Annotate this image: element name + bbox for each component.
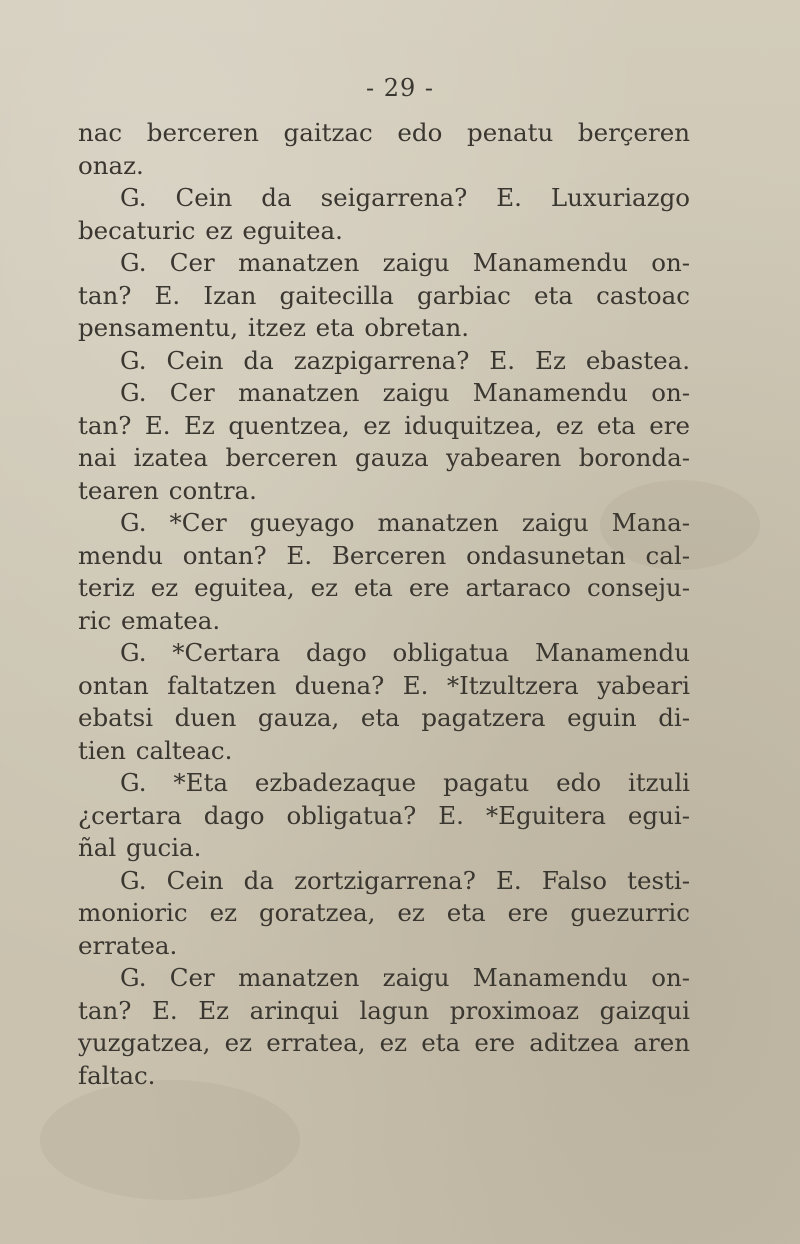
text-line: G. Cein da zazpigarrena? E. Ez ebastea. [120,345,690,375]
text-line: tien calteac. [78,735,233,765]
text-line: tan? E. Ez quentzea, ez iduquitzea, ez eta ere [78,410,690,440]
text-line: nai izatea berceren gauza yabearen boronda- [78,443,690,472]
text-line: faltac. [78,1060,156,1090]
text-line: G. *Eta ezbadezaque pagatu edo itzuli [120,768,690,797]
text-line: G. Cer manatzen zaigu Manamendu on- [120,378,690,407]
text-line: ¿certara dago obligatua? E. *Eguitera egui- [78,800,690,830]
text-line: tan? E. Izan gaitecilla garbiac eta castoac [78,280,690,310]
text-line: teriz ez eguitea, ez eta ere artaraco conseju- [78,573,690,602]
text-line: erratea. [78,930,178,960]
text-line: G. Cein da seigarrena? E. Luxuriazgo [120,183,690,212]
text-line: G. Cein da zortzigarrena? E. Falso testi- [120,865,690,895]
body-text [78,117,690,1092]
page-number: - 29 - [365,74,434,102]
paper-stain [40,1080,300,1200]
text-line: nac berceren gaitzac edo penatu berçeren [78,118,690,147]
text-line: ñal gucia. [78,833,202,862]
text-line: mendu ontan? E. Berceren ondasunetan cal- [78,540,690,570]
text-line: ontan faltatzen duena? E. *Itzultzera yabeari [78,670,690,700]
text-line: tan? E. Ez arinqui lagun proximoaz gaizqui [78,995,690,1025]
text-line: yuzgatzea, ez erratea, ez eta ere aditzea aren [78,1028,690,1057]
text-line: becaturic ez eguitea. [78,215,343,245]
text-line: G. Cer manatzen zaigu Manamendu on- [120,248,690,277]
text-line: pensamentu, itzez eta obretan. [78,313,470,342]
text-line: onaz. [78,150,144,180]
text-line: G. *Cer gueyago manatzen zaigu Mana- [120,508,690,537]
text-line: G. *Certara dago obligatua Manamendu [120,638,690,667]
text-line: ric ematea. [78,605,221,635]
text-line: tearen contra. [78,475,257,505]
text-line: G. Cer manatzen zaigu Manamendu on- [120,963,690,992]
text-line: monioric ez goratzea, ez eta ere guezurric [78,898,690,927]
text-line: ebatsi duen gauza, eta pagatzera eguin di- [78,703,690,732]
